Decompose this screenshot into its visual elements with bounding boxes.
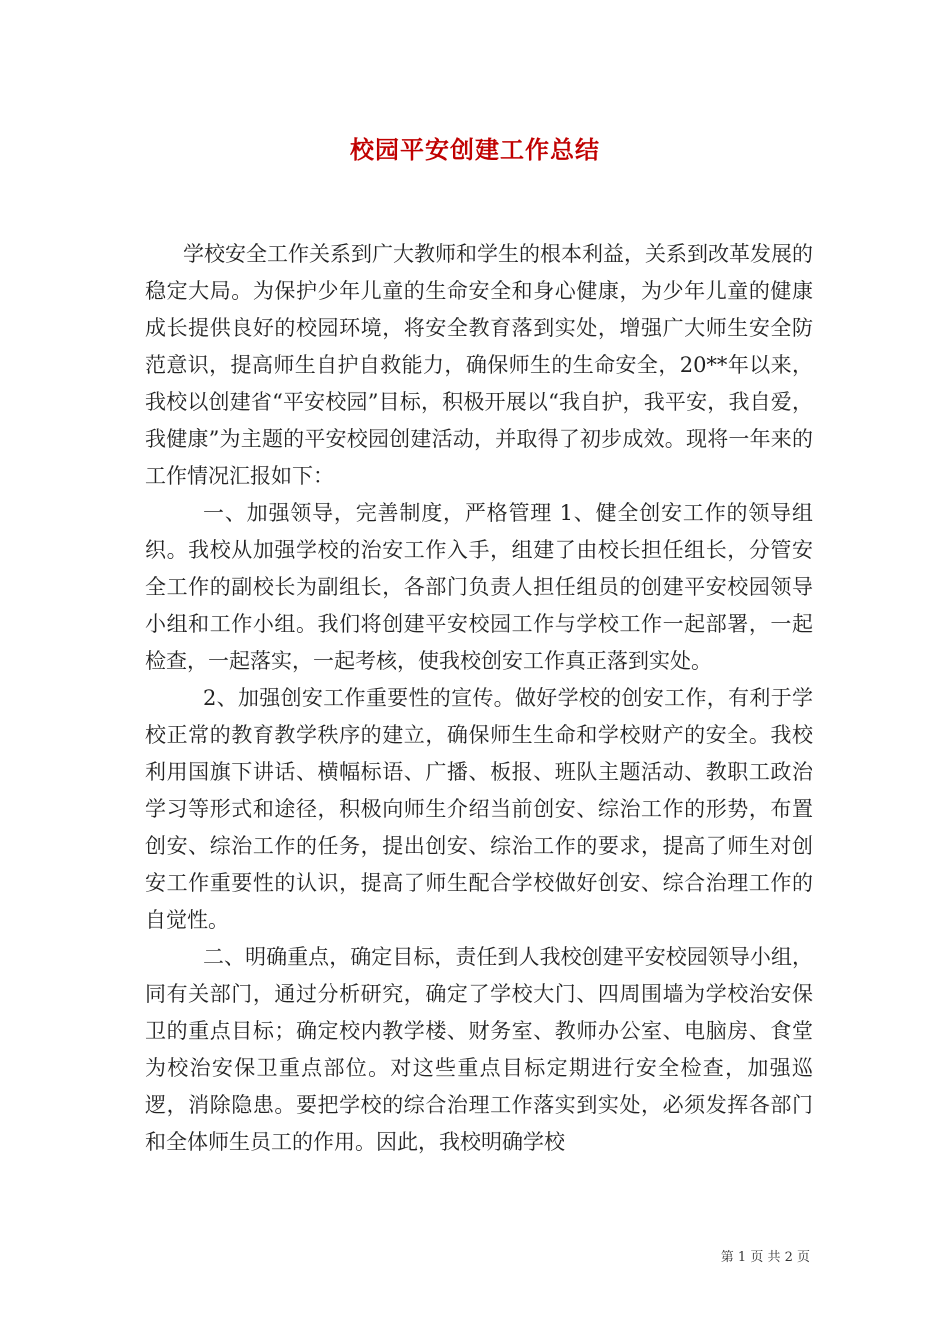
document-title: 校园平安创建工作总结 bbox=[350, 135, 600, 164]
paragraph-key-targets: 二、明确重点，确定目标，责任到人我校创建平安校园领导小组，同有关部门，通过分析研究，确定了学校大门、四周围墙为学校治安保卫的重点目标；确定校内教学楼、财务室、教师办公室、电脑房、食堂为校治安保卫重点部位。对这些重点目标定期进行安全检查，加强巡逻，消除隐患。要把学校的综合治理工作落实到实处，必须发挥各部门和全体师生员工的作用。因此，我校明确学校 bbox=[145, 945, 813, 1154]
paragraph-intro: 学校安全工作关系到广大教师和学生的根本利益，关系到改革发展的稳定大局。为保护少年儿童的生命安全和身心健康，为少年儿童的健康成长提供良好的校园环境，将安全教育落到实处，增强广大师生安全防范意识，提高师生自护自救能力，确保师生的生命安全，20**年以来，我校以创建省“平安校园”目标，积极开展以“我自护，我平安，我自爱，我健康”为主题的平安校园创建活动，并取得了初步成效。现将一年来的工作情况汇报如下： bbox=[145, 242, 813, 488]
page-number: 第 1 页 共 2 页 bbox=[720, 1250, 810, 1265]
document-body bbox=[145, 236, 813, 1161]
paragraph-publicity: 2、加强创安工作重要性的宣传。做好学校的创安工作，有利于学校正常的教育教学秩序的建立，确保师生生命和学校财产的安全。我校利用国旗下讲话、横幅标语、广播、板报、班队主题活动、教职工政治学习等形式和途径，积极向师生介绍当前创安、综治工作的形势，布置创安、综治工作的任务，提出创安、综治工作的要求，提高了师生对创安工作重要性的认识，提高了师生配合学校做好创安、综合治理工作的自觉性。 bbox=[145, 686, 813, 932]
paragraph-leadership: 一、加强领导，完善制度，严格管理 1、健全创安工作的领导组织。我校从加强学校的治安工作入手，组建了由校长担任组长，分管安全工作的副校长为副组长，各部门负责人担任组员的创建平安校园领导小组和工作小组。我们将创建平安校园工作与学校工作一起部署，一起检查，一起落实，一起考核，使我校创安工作真正落到实处。 bbox=[145, 501, 813, 673]
